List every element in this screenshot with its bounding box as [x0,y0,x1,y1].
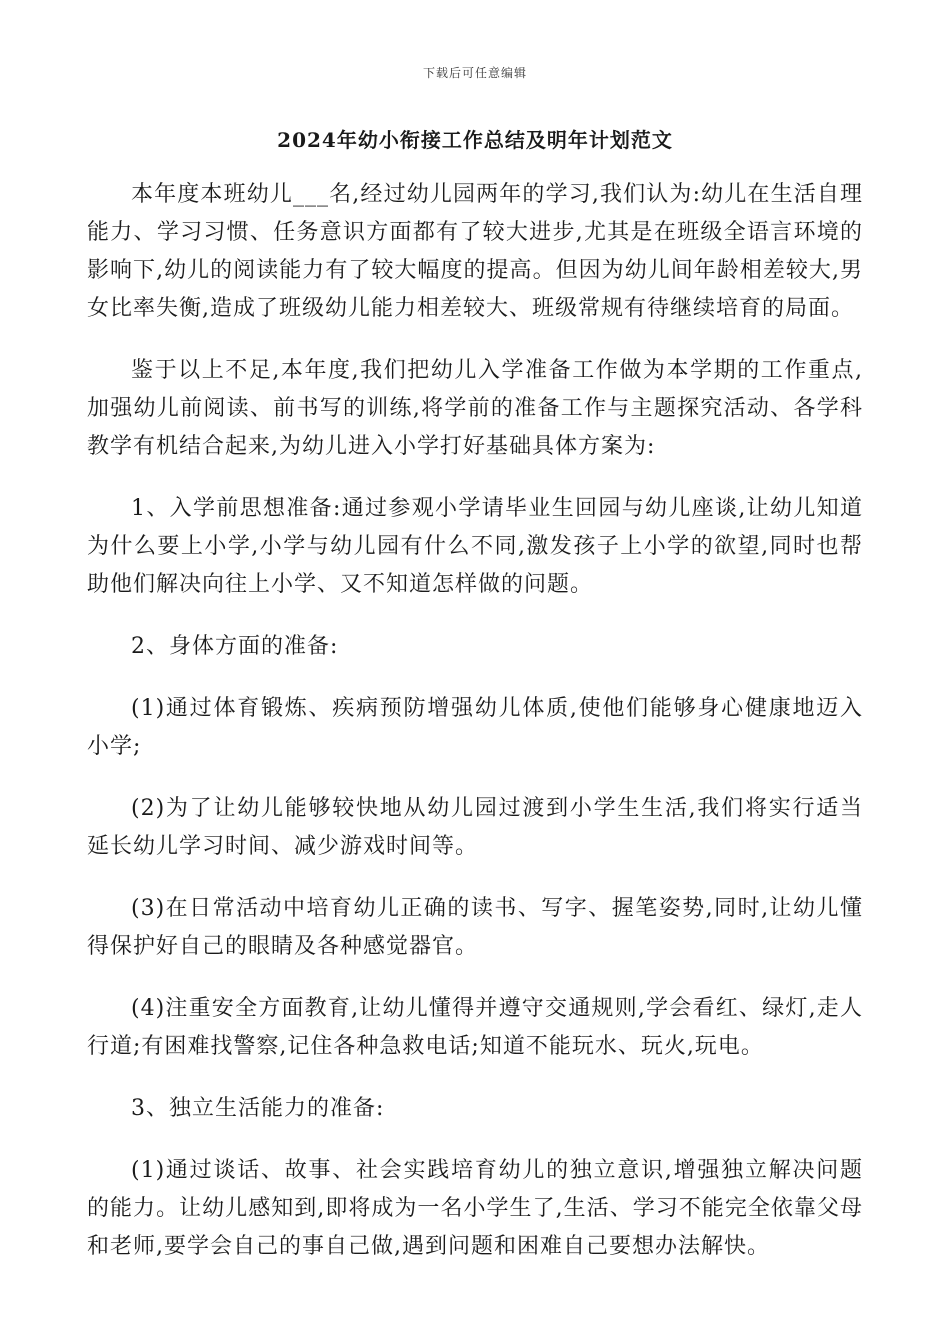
paragraph-item-2-3: (3)在日常活动中培育幼儿正确的读书、写字、握笔姿势,同时,让幼儿懂得保护好自己的眼睛及各种感觉器官。 [87,896,863,959]
paragraph-item-3-heading: 3、独立生活能力的准备: [131,1096,385,1121]
paragraph-item-3-1: (1)通过谈话、故事、社会实践培育幼儿的独立意识,增强独立解决问题的能力。让幼儿感知到,即将成为一名小学生了,生活、学习不能完全依靠父母和老师,要学会自己的事自己做,遇到问题和困难自己要想办法解快。 [87,1158,863,1259]
paragraph-plan: 鉴于以上不足,本年度,我们把幼儿入学准备工作做为本学期的工作重点,加强幼儿前阅读、前书写的训练,将学前的准备工作与主题探究活动、各学科教学有机结合起来,为幼儿进入小学打好基础具体方案为: [87,358,863,459]
paragraph-item-2-2: (2)为了让幼儿能够较快地从幼儿园过渡到小学生生活,我们将实行适当延长幼儿学习时间、减少游戏时间等。 [87,796,863,859]
header-note: 下载后可任意编辑 [422,66,527,80]
paragraph-intro: 本年度本班幼儿___名,经过幼儿园两年的学习,我们认为:幼儿在生活自理能力、学习习惯、任务意识方面都有了较大进步,尤其是在班级全语言环境的影响下,幼儿的阅读能力有了较大幅度的提高。但因为幼儿间年龄相差较大,男女比率失衡,造成了班级幼儿能力相差较大、班级常规有待继续培育的局面。 [87,182,863,321]
paragraph-item-1: 1、入学前思想准备:通过参观小学请毕业生回园与幼儿座谈,让幼儿知道为什么要上小学,小学与幼儿园有什么不同,激发孩子上小学的欲望,同时也帮助他们解决向往上小学、又不知道怎样做的问题。 [87,496,863,597]
paragraph-item-2-heading: 2、身体方面的准备: [131,634,339,659]
paragraph-item-2-4: (4)注重安全方面教育,让幼儿懂得并遵守交通规则,学会看红、绿灯,走人行道;有困难找警察,记住各种急救电话;知道不能玩水、玩火,玩电。 [87,996,863,1059]
paragraph-item-2-1: (1)通过体育锻炼、疾病预防增强幼儿体质,使他们能够身心健康地迈入小学; [87,696,863,759]
document-body [87,176,863,1290]
document-title: 2024年幼小衔接工作总结及明年计划范文 [277,128,673,152]
